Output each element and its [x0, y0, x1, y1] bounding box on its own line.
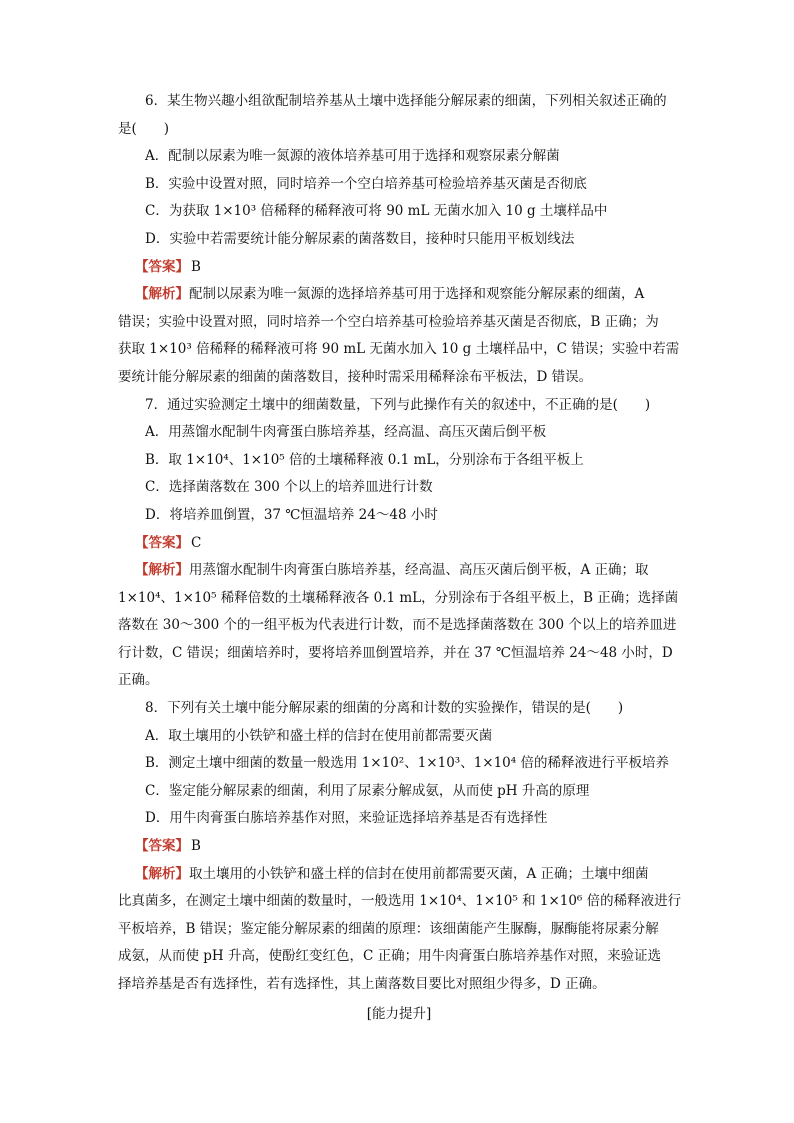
- explanation-line-4: 行计数，C 错误；细菌培养时，要将培养皿倒置培养，并在 37 ℃恒温培养 24～48 小时，D: [118, 644, 673, 661]
- answer-row: [118, 254, 680, 282]
- explanation-label: 【解析】: [135, 865, 189, 882]
- option-d: D．将培养皿倒置，37 ℃恒温培养 24～48 小时: [145, 506, 438, 523]
- option-d: D．实验中若需要统计能分解尿素的菌落数目，接种时只能用平板划线法: [145, 230, 575, 247]
- document-page: [118, 88, 680, 1028]
- option-c: C．鉴定能分解尿素的细菌，利用了尿素分解成氨，从而使 pH 升高的原理: [145, 782, 590, 799]
- explanation-line-4: 成氨，从而使 pH 升高，使酚红变红色，C 正确；用牛肉膏蛋白胨培养基作对照，来验证选: [118, 948, 662, 965]
- explanation-line-1: [118, 281, 680, 309]
- explanation-text: 用蒸馏水配制牛肉膏蛋白胨培养基，经高温、高压灭菌后倒平板，A 正确；取: [189, 562, 649, 579]
- explanation-text: 取土壤用的小铁铲和盛土样的信封在使用前都需要灭菌，A 正确；土壤中细菌: [189, 865, 649, 882]
- option-b: B．取 1×10⁴、1×10⁵ 倍的土壤稀释液 0.1 mL，分别涂布于各组平板上: [145, 451, 584, 468]
- question-6: [118, 88, 680, 392]
- option-c: C．为获取 1×10³ 倍稀释的稀释液可将 90 mL 无菌水加入 10 g 土壤样品中: [145, 203, 608, 220]
- answer-value: B: [191, 838, 201, 855]
- option-d: D．用牛肉膏蛋白胨培养基作对照，来验证选择培养基是否有选择性: [145, 810, 548, 827]
- option-a: A．取土壤用的小铁铲和盛土样的信封在使用前都需要灭菌: [145, 727, 493, 744]
- option-a: A．配制以尿素为唯一氮源的液体培养基可用于选择和观察尿素分解菌: [145, 148, 560, 165]
- explanation-line-2: 错误；实验中设置对照，同时培养一个空白培养基可检验培养基灭菌是否彻底，B 正确；为: [118, 313, 659, 330]
- explanation-label: 【解析】: [135, 562, 189, 579]
- answer-label: 【答案】: [135, 838, 189, 855]
- explanation-line-1: [118, 861, 680, 889]
- question-7: [118, 392, 680, 696]
- question-8: [118, 695, 680, 999]
- explanation-line-3: 获取 1×10³ 倍稀释的稀释液可将 90 mL 无菌水加入 10 g 土壤样品中，C 错误；实验中若需: [118, 341, 680, 358]
- explanation-text: 配制以尿素为唯一氮源的选择培养基可用于选择和观察能分解尿素的细菌，A: [189, 286, 645, 303]
- option-c: C．选择菌落数在 300 个以上的培养皿进行计数: [145, 479, 433, 496]
- answer-value: B: [191, 258, 201, 275]
- section-title: [能力提升]: [366, 1005, 432, 1022]
- answer-label: 【答案】: [135, 534, 189, 551]
- answer-row: [118, 833, 680, 861]
- question-stem-continued: 是( ): [118, 120, 170, 137]
- explanation-line-3: 落数在 30～300 个的一组平板为代表进行计数，而不是选择菌落数在 300 个以上的培养皿进: [118, 617, 677, 634]
- question-stem: 8．下列有关土壤中能分解尿素的细菌的分离和计数的实验操作，错误的是( ): [145, 700, 624, 717]
- explanation-line-3: 平板培养，B 错误；鉴定能分解尿素的细菌的原理：该细菌能产生脲酶，脲酶能将尿素分解: [118, 920, 659, 937]
- explanation-line-2: 比真菌多，在测定土壤中细菌的数量时，一般选用 1×10⁴、1×10⁵ 和 1×10⁶ 倍的稀释液进行: [118, 893, 682, 910]
- option-b: B．实验中设置对照，同时培养一个空白培养基可检验培养基灭菌是否彻底: [145, 175, 587, 192]
- explanation-line-2: 1×10⁴、1×10⁵ 稀释倍数的土壤稀释液各 0.1 mL，分别涂布于各组平板上，B 正确；选择菌: [118, 589, 679, 606]
- answer-value: C: [191, 534, 202, 551]
- explanation-label: 【解析】: [135, 286, 189, 303]
- explanation-line-1: [118, 557, 680, 585]
- explanation-line-5: 正确。: [118, 672, 159, 689]
- explanation-line-5: 择培养基是否有选择性，若有选择性，其上菌落数目要比对照组少得多，D 正确。: [118, 976, 606, 992]
- question-stem: 6．某生物兴趣小组欲配制培养基从土壤中选择能分解尿素的细菌，下列相关叙述正确的: [145, 93, 667, 109]
- question-stem: 7．通过实验测定土壤中的细菌数量，下列与此操作有关的叙述中，不正确的是( ): [145, 396, 651, 413]
- option-a: A．用蒸馏水配制牛肉膏蛋白胨培养基，经高温、高压灭菌后倒平板: [145, 424, 547, 441]
- answer-label: 【答案】: [135, 258, 189, 275]
- option-b: B．测定土壤中细菌的数量一般选用 1×10²、1×10³、1×10⁴ 倍的稀释液进行平板培养: [145, 755, 669, 772]
- explanation-line-4: 要统计能分解尿素的细菌的菌落数目，接种时需采用稀释涂布平板法，D 错误。: [118, 368, 593, 385]
- answer-row: [118, 530, 680, 558]
